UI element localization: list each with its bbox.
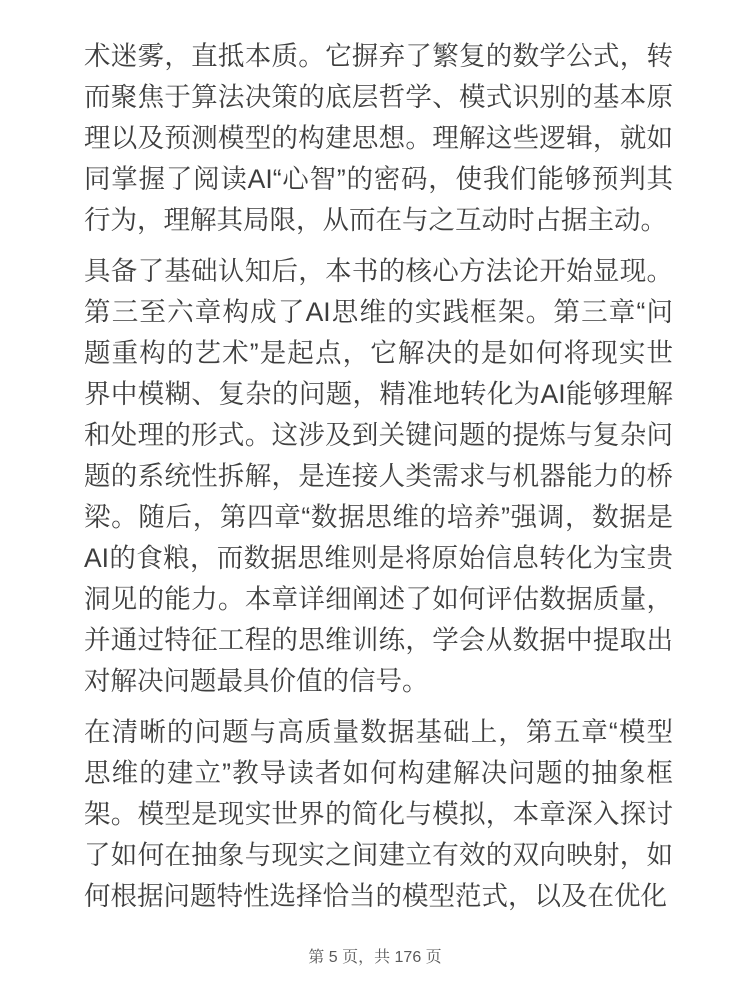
- body-paragraph: 在清晰的问题与高质量数据基础上，第五章“模型思维的建立”教导读者如何构建解决问题的抽象框架。模型是现实世界的简化与模拟，本章深入探讨了如何在抽象与现实之间建立有效的双向映射，如何根据问题特性选择恰当的模型范式，以及在优化: [84, 717, 673, 911]
- body-paragraph: 具备了基础认知后，本书的核心方法论开始显现。第三至六章构成了AI思维的实践框架。第三章“问题重构的艺术”是起点，它解决的是如何将现实世界中模糊、复杂的问题，精准地转化为AI能够理解和处理的形式。这涉及到关键问题的提炼与复杂问题的系统性拆解，是连接人类需求与机器能力的桥梁。随后，第四章“数据思维的培养”强调，数据是AI的食粮，而数据思维则是将原始信息转化为宝贵洞见的能力。本章详细阐述了如何评估数据质量，并通过特征工程的思维训练，学会从数据中提取出对解决问题最具价值的信号。: [84, 256, 673, 696]
- page-number-indicator: 第 5 页，共 176 页: [308, 949, 442, 966]
- body-paragraph: 术迷雾，直抵本质。它摒弃了繁复的数学公式，转而聚焦于算法决策的底层哲学、模式识别的基本原理以及预测模型的构建思想。理解这些逻辑，就如同掌握了阅读AI“心智”的密码，使我们能够预判其行为，理解其局限，从而在与之互动时占据主动。: [84, 41, 673, 235]
